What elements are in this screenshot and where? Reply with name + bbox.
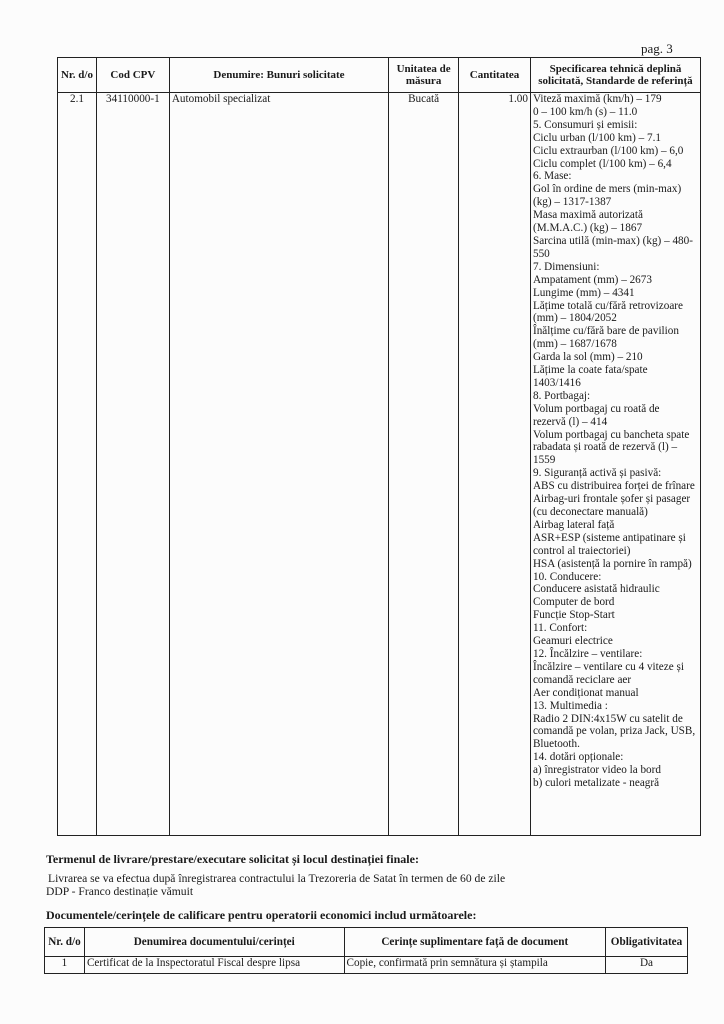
spec-line: 10. Conducere: <box>532 570 602 583</box>
spec-line: Ciclu extraurban (l/100 km) – 6,0 <box>532 144 684 157</box>
spec-line: rezervă (l) – 414 <box>532 415 608 428</box>
spec-line: rabadata și roată de rezervă (l) – <box>532 441 678 454</box>
spec-line: Viteză maximă (km/h) – 179 <box>532 93 662 105</box>
delivery-line-1: Livrarea se va efectua după înregistrarea contractului la Trezoreria de Satat în termen de 60 de zile <box>48 872 506 885</box>
spec-line: 14. dotări opționale: <box>532 751 624 764</box>
docs-heading: Documentele/cerințele de calificare pentru operatorii economici includ următoarele: <box>46 908 477 922</box>
spec-line: Lățime la coate fata/spate <box>532 364 648 377</box>
docs-header-nr: Nr. d/o <box>45 928 85 957</box>
spec-line: Lungime (mm) – 4341 <box>532 286 635 299</box>
spec-line: HSA (asistență la pornire în rampă) <box>532 557 692 570</box>
spec-line: Garda la sol (mm) – 210 <box>532 351 643 364</box>
spec-line: Ciclu urban (l/100 km) – 7.1 <box>532 131 661 144</box>
spec-line: 9. Siguranță activă și pasivă: <box>532 467 662 480</box>
spec-line: Volum portbagaj cu bancheta spate <box>532 428 690 441</box>
docs-row-mand: Da <box>606 957 688 974</box>
spec-line: Geamuri electrice <box>532 635 613 648</box>
spec-line: Sarcina utilă (min-max) (kg) – 480- <box>532 234 693 247</box>
spec-line: (kg) – 1317-1387 <box>532 196 612 209</box>
docs-header-name: Denumirea documentului/cerinței <box>84 928 344 957</box>
docs-row-req: Copie, confirmată prin semnătura și ștampila <box>344 957 605 974</box>
page-number: pag. 3 <box>641 41 673 56</box>
spec-line: Conducere asistată hidraulic <box>532 583 660 596</box>
spec-line: a) înregistrator video la bord <box>532 764 661 777</box>
header-name: Denumire: Bunuri solicitate <box>169 58 388 93</box>
docs-header-req: Cerințe suplimentare față de document <box>344 928 605 957</box>
spec-line: Înălțime cu/fără bare de pavilion <box>532 325 679 338</box>
row-unit: Bucată <box>389 93 459 836</box>
header-qty: Cantitatea <box>459 58 531 93</box>
spec-line: 13. Multimedia : <box>532 699 608 712</box>
spec-line: 6. Mase: <box>532 170 572 183</box>
spec-line: Gol în ordine de mers (min-max) <box>532 183 682 196</box>
spec-line: comandă pe volan, priza Jack, USB, <box>532 725 696 738</box>
spec-line: 11. Confort: <box>532 622 588 635</box>
spec-line: ASR+ESP (sisteme antipatinare și <box>532 531 686 544</box>
spec-line: (mm) – 1687/1678 <box>532 338 617 351</box>
header-cpv: Cod CPV <box>96 58 169 93</box>
docs-row-nr: 1 <box>45 957 85 974</box>
spec-line: Funcție Stop-Start <box>532 609 615 622</box>
spec-line: Radio 2 DIN:4x15W cu satelit de <box>532 712 683 725</box>
spec-line: Ciclu complet (l/100 km) – 6,4 <box>532 157 672 170</box>
goods-table <box>57 57 701 836</box>
row-name: Automobil specializat <box>169 93 388 836</box>
row-cpv: 34110000-1 <box>96 93 169 836</box>
spec-line: Masa maximă autorizată <box>532 209 643 222</box>
spec-line: Volum portbagaj cu roată de <box>532 402 660 415</box>
spec-line: (M.M.A.C.) (kg) – 1867 <box>532 222 643 235</box>
spec-line: ABS cu distribuirea forței de frînare <box>532 480 695 493</box>
table-row <box>45 957 688 974</box>
spec-line: 12. Încălzire – ventilare: <box>532 647 643 660</box>
header-unit: Unitatea de măsura <box>389 58 459 93</box>
row-spec <box>530 93 700 836</box>
table-row <box>58 93 701 836</box>
docs-table <box>44 927 688 974</box>
row-nr: 2.1 <box>58 93 97 836</box>
spec-line: comandă reciclare aer <box>532 673 632 686</box>
spec-line: Airbag-uri frontale șofer și pasager <box>532 493 691 506</box>
spec-line: (mm) – 1804/2052 <box>532 312 617 325</box>
spec-line: Lățime totală cu/fără retrovizoare <box>532 299 683 312</box>
spec-line: 1403/1416 <box>532 376 581 389</box>
header-nr: Nr. d/o <box>58 58 97 93</box>
spec-line: b) culori metalizate - neagră <box>532 777 660 790</box>
spec-line: 7. Dimensiuni: <box>532 260 600 273</box>
docs-row-name: Certificat de la Inspectoratul Fiscal despre lipsa <box>84 957 344 974</box>
spec-line: Aer condiționat manual <box>532 686 639 699</box>
spec-line: 1559 <box>532 454 556 467</box>
spec-line: Încălzire – ventilare cu 4 viteze și <box>532 660 684 673</box>
docs-table-header <box>45 928 688 957</box>
spec-line: Airbag lateral față <box>532 518 615 531</box>
spec-line: 8. Portbagaj: <box>532 389 591 402</box>
header-spec: Specificarea tehnică deplină solicitată, Standarde de referință <box>530 58 700 93</box>
spec-line: 0 – 100 km/h (s) – 11.0 <box>532 105 638 118</box>
spec-line: 550 <box>532 247 550 260</box>
row-qty: 1.00 <box>459 93 531 836</box>
spec-line: Computer de bord <box>532 596 615 609</box>
spec-line: Bluetooth. <box>532 738 580 751</box>
goods-table-header <box>58 58 701 93</box>
delivery-heading: Termenul de livrare/prestare/executare solicitat și locul destinației finale: <box>46 852 419 866</box>
spec-line: 5. Consumuri și emisii: <box>532 118 638 131</box>
delivery-line-2: DDP - Franco destinație vămuit <box>46 885 194 898</box>
spec-line: control al traiectoriei) <box>532 544 631 557</box>
spec-line: (cu deconectare manuală) <box>532 506 648 518</box>
spec-line: Ampatament (mm) – 2673 <box>532 273 652 286</box>
docs-header-mand: Obligativitatea <box>606 928 688 957</box>
